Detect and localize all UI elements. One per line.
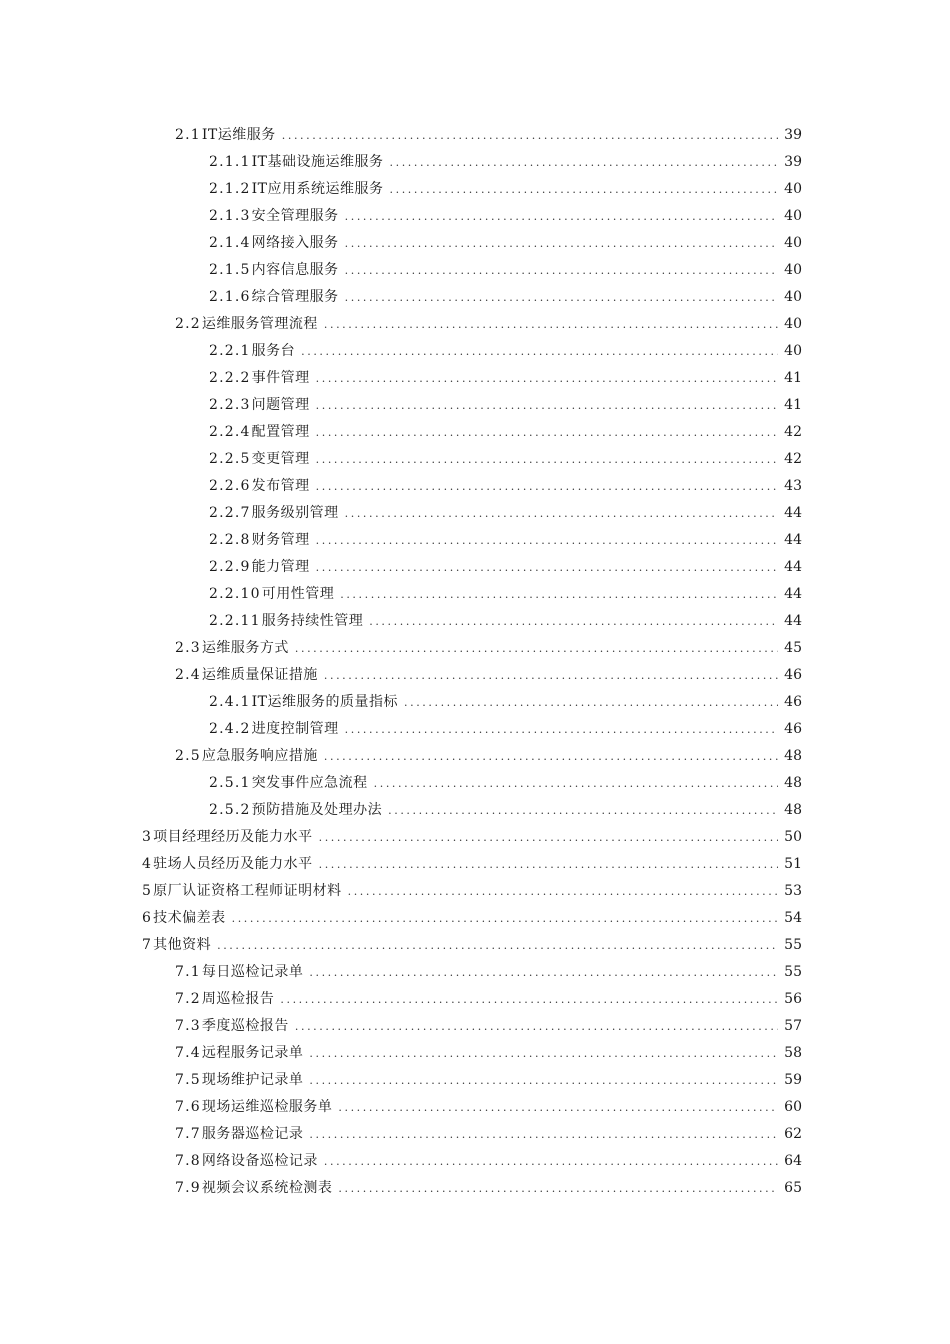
toc-entry-number: 7.8 [175,1153,201,1169]
toc-dot-leader [390,176,779,203]
toc-entry-number: 2.1.5 [209,262,251,278]
toc-entry-page-number: 55 [784,964,802,980]
toc-dot-leader [390,149,779,176]
toc-entry-page-number: 40 [784,316,802,332]
toc-dot-leader [295,1013,778,1040]
toc-entry[interactable] [0,1067,950,1094]
toc-entry-number: 7.9 [175,1180,201,1196]
toc-entry[interactable] [0,338,950,365]
toc-entry-title: 综合管理服务 [251,289,339,305]
toc-entry-title: 其他资料 [153,937,212,953]
toc-dot-leader [348,878,778,905]
toc-entry-number: 3 [142,829,153,845]
toc-entry-title: 变更管理 [251,451,310,467]
toc-entry-page-number: 55 [784,937,802,953]
toc-dot-leader [340,581,778,608]
toc-entry-title: 原厂认证资格工程师证明材料 [153,883,342,899]
toc-entry-page-number: 39 [784,154,802,170]
toc-entry-title: 现场运维巡检服务单 [201,1099,333,1115]
toc-entry-number: 2.2.11 [209,613,261,629]
toc-entry-title: 视频会议系统检测表 [201,1180,333,1196]
toc-entry[interactable] [0,284,950,311]
toc-dot-leader [324,743,778,770]
toc-entry-page-number: 40 [784,289,802,305]
toc-entry-number: 7.6 [175,1099,201,1115]
toc-entry-number: 2.4 [175,667,201,683]
toc-entry-page-number: 44 [784,613,802,629]
toc-entry-title: 运维质量保证措施 [201,667,318,683]
toc-entry-title: IT运维服务 [201,127,276,143]
toc-entry[interactable] [0,365,950,392]
toc-entry-number: 2.1.3 [209,208,251,224]
toc-entry-page-number: 43 [784,478,802,494]
toc-entry-title: 服务持续性管理 [261,613,364,629]
toc-entry-title: 进度控制管理 [251,721,339,737]
toc-entry[interactable] [0,122,950,149]
toc-entry-number: 2.2.8 [209,532,251,548]
toc-dot-leader [316,446,778,473]
toc-entry[interactable] [0,392,950,419]
toc-entry-number: 7.3 [175,1018,201,1034]
toc-entry-page-number: 60 [784,1099,802,1115]
toc-entry-number: 6 [142,910,153,926]
toc-entry[interactable] [0,554,950,581]
toc-entry[interactable] [0,1175,950,1202]
toc-dot-leader [324,311,778,338]
toc-entry[interactable] [0,149,950,176]
toc-entry-number: 2.5 [175,748,201,764]
toc-dot-leader [217,932,778,959]
toc-dot-leader [338,1175,778,1202]
toc-entry-number: 2.2.9 [209,559,251,575]
toc-entry-page-number: 44 [784,586,802,602]
toc-entry-page-number: 48 [784,775,802,791]
toc-entry-page-number: 50 [784,829,802,845]
toc-entry-page-number: 58 [784,1045,802,1061]
toc-entry[interactable] [0,473,950,500]
toc-dot-leader [404,689,778,716]
toc-entry[interactable] [0,689,950,716]
toc-entry[interactable] [0,1040,950,1067]
toc-entry[interactable] [0,770,950,797]
toc-entry-title: IT应用系统运维服务 [251,181,384,197]
toc-entry-number: 7.7 [175,1126,201,1142]
toc-entry-number: 2.1.4 [209,235,251,251]
toc-entry[interactable] [0,527,950,554]
toc-entry[interactable] [0,851,950,878]
toc-entry-number: 2.1.1 [209,154,251,170]
toc-entry-number: 2.2 [175,316,201,332]
toc-entry-page-number: 46 [784,721,802,737]
toc-entry-number: 2.2.3 [209,397,251,413]
toc-entry-title: 发布管理 [251,478,310,494]
toc-entry-title: 每日巡检记录单 [201,964,304,980]
toc-entry-page-number: 40 [784,262,802,278]
toc-entry-number: 2.2.1 [209,343,251,359]
toc-entry-number: 2.4.2 [209,721,251,737]
toc-entry-title: 网络接入服务 [251,235,339,251]
toc-entry-title: 可用性管理 [261,586,335,602]
toc-entry-number: 7.5 [175,1072,201,1088]
toc-entry-page-number: 65 [784,1180,802,1196]
toc-entry[interactable] [0,716,950,743]
toc-entry[interactable] [0,905,950,932]
toc-dot-leader [374,770,778,797]
toc-entry-number: 7.2 [175,991,201,1007]
toc-entry-number: 2.2.4 [209,424,251,440]
toc-entry-page-number: 42 [784,451,802,467]
toc-dot-leader [319,851,778,878]
toc-entry-title: 服务级别管理 [251,505,339,521]
toc-entry-number: 7.1 [175,964,201,980]
toc-dot-leader [309,1121,778,1148]
toc-dot-leader [324,1148,778,1175]
toc-entry[interactable] [0,608,950,635]
toc-dot-leader [316,365,778,392]
toc-entry-page-number: 45 [784,640,802,656]
toc-entry-title: 远程服务记录单 [201,1045,304,1061]
toc-dot-leader [282,122,778,149]
toc-entry-page-number: 59 [784,1072,802,1088]
toc-entry-title: 服务台 [251,343,296,359]
toc-entry[interactable] [0,662,950,689]
toc-entry-number: 7 [142,937,153,953]
toc-entry-title: 问题管理 [251,397,310,413]
toc-dot-leader [309,1040,778,1067]
toc-dot-leader [232,905,778,932]
toc-entry-number: 7.4 [175,1045,201,1061]
toc-entry-title: 技术偏差表 [153,910,226,926]
toc-entry-page-number: 42 [784,424,802,440]
toc-entry[interactable] [0,581,950,608]
toc-entry-title: 应急服务响应措施 [201,748,318,764]
toc-entry-page-number: 40 [784,208,802,224]
toc-entry-page-number: 51 [784,856,802,872]
toc-entry-page-number: 64 [784,1153,802,1169]
toc-dot-leader [345,203,778,230]
toc-entry-page-number: 44 [784,505,802,521]
toc-entry[interactable] [0,311,950,338]
toc-entry-page-number: 46 [784,694,802,710]
toc-dot-leader [369,608,778,635]
toc-entry[interactable] [0,932,950,959]
toc-dot-leader [338,1094,778,1121]
toc-entry-page-number: 44 [784,532,802,548]
toc-entry-title: 安全管理服务 [251,208,339,224]
toc-entry[interactable] [0,257,950,284]
toc-entry-title: IT基础设施运维服务 [251,154,384,170]
toc-entry[interactable] [0,419,950,446]
toc-entry-page-number: 57 [784,1018,802,1034]
toc-entry-title: 事件管理 [251,370,310,386]
toc-dot-leader [316,419,778,446]
toc-entry-number: 5 [142,883,153,899]
toc-entry-page-number: 39 [784,127,802,143]
toc-entry-title: 驻场人员经历及能力水平 [153,856,313,872]
toc-dot-leader [345,500,778,527]
toc-entry-number: 2.3 [175,640,201,656]
toc-entry-page-number: 62 [784,1126,802,1142]
toc-entry-page-number: 48 [784,802,802,818]
toc-dot-leader [316,554,778,581]
toc-entry[interactable] [0,824,950,851]
toc-entry-number: 2.2.2 [209,370,251,386]
toc-entry-title: 能力管理 [251,559,310,575]
toc-entry[interactable] [0,1094,950,1121]
toc-entry-page-number: 56 [784,991,802,1007]
toc-entry-title: 周巡检报告 [201,991,275,1007]
toc-entry-title: 网络设备巡检记录 [201,1153,318,1169]
toc-entry-title: 财务管理 [251,532,310,548]
toc-entry-page-number: 41 [784,397,802,413]
toc-entry-number: 2.1.2 [209,181,251,197]
toc-entry-title: 现场维护记录单 [201,1072,304,1088]
toc-entry-title: 内容信息服务 [251,262,339,278]
toc-entry-number: 2.1 [175,127,201,143]
toc-dot-leader [345,284,778,311]
toc-entry-page-number: 40 [784,235,802,251]
toc-dot-leader [324,662,778,689]
toc-dot-leader [316,392,778,419]
toc-dot-leader [309,1067,778,1094]
toc-entry[interactable] [0,635,950,662]
toc-dot-leader [280,986,778,1013]
toc-entry[interactable] [0,797,950,824]
toc-entry-number: 2.2.5 [209,451,251,467]
table-of-contents [0,122,950,1202]
toc-entry[interactable] [0,203,950,230]
toc-entry-number: 2.2.10 [209,586,261,602]
toc-entry-number: 2.4.1 [209,694,251,710]
toc-entry-number: 2.5.1 [209,775,251,791]
toc-entry-title: 服务器巡检记录 [201,1126,304,1142]
toc-entry-number: 2.1.6 [209,289,251,305]
toc-entry-page-number: 40 [784,181,802,197]
toc-entry[interactable] [0,176,950,203]
toc-entry-title: 配置管理 [251,424,310,440]
toc-entry-page-number: 44 [784,559,802,575]
toc-entry-title: 运维服务方式 [201,640,289,656]
toc-entry[interactable] [0,1121,950,1148]
toc-entry-title: 预防措施及处理办法 [251,802,383,818]
toc-entry-page-number: 48 [784,748,802,764]
toc-entry-number: 4 [142,856,153,872]
toc-entry-title: 季度巡检报告 [201,1018,289,1034]
toc-entry[interactable] [0,446,950,473]
toc-dot-leader [345,257,778,284]
toc-entry[interactable] [0,1148,950,1175]
toc-entry-title: IT运维服务的质量指标 [251,694,398,710]
toc-dot-leader [301,338,778,365]
toc-dot-leader [316,473,778,500]
toc-dot-leader [319,824,778,851]
toc-dot-leader [295,635,778,662]
toc-dot-leader [309,959,778,986]
toc-entry[interactable] [0,500,950,527]
toc-entry-page-number: 41 [784,370,802,386]
toc-entry-page-number: 53 [784,883,802,899]
toc-entry-number: 2.2.7 [209,505,251,521]
toc-entry-title: 运维服务管理流程 [201,316,318,332]
toc-entry-title: 项目经理经历及能力水平 [153,829,313,845]
toc-entry[interactable] [0,878,950,905]
toc-entry-number: 2.2.6 [209,478,251,494]
toc-entry[interactable] [0,959,950,986]
toc-dot-leader [345,230,778,257]
toc-dot-leader [345,716,778,743]
toc-entry-title: 突发事件应急流程 [251,775,368,791]
toc-dot-leader [316,527,778,554]
toc-entry-page-number: 54 [784,910,802,926]
toc-entry[interactable] [0,986,950,1013]
toc-entry-page-number: 40 [784,343,802,359]
toc-entry[interactable] [0,1013,950,1040]
toc-entry[interactable] [0,743,950,770]
toc-entry-page-number: 46 [784,667,802,683]
toc-entry[interactable] [0,230,950,257]
toc-entry-number: 2.5.2 [209,802,251,818]
toc-dot-leader [388,797,778,824]
